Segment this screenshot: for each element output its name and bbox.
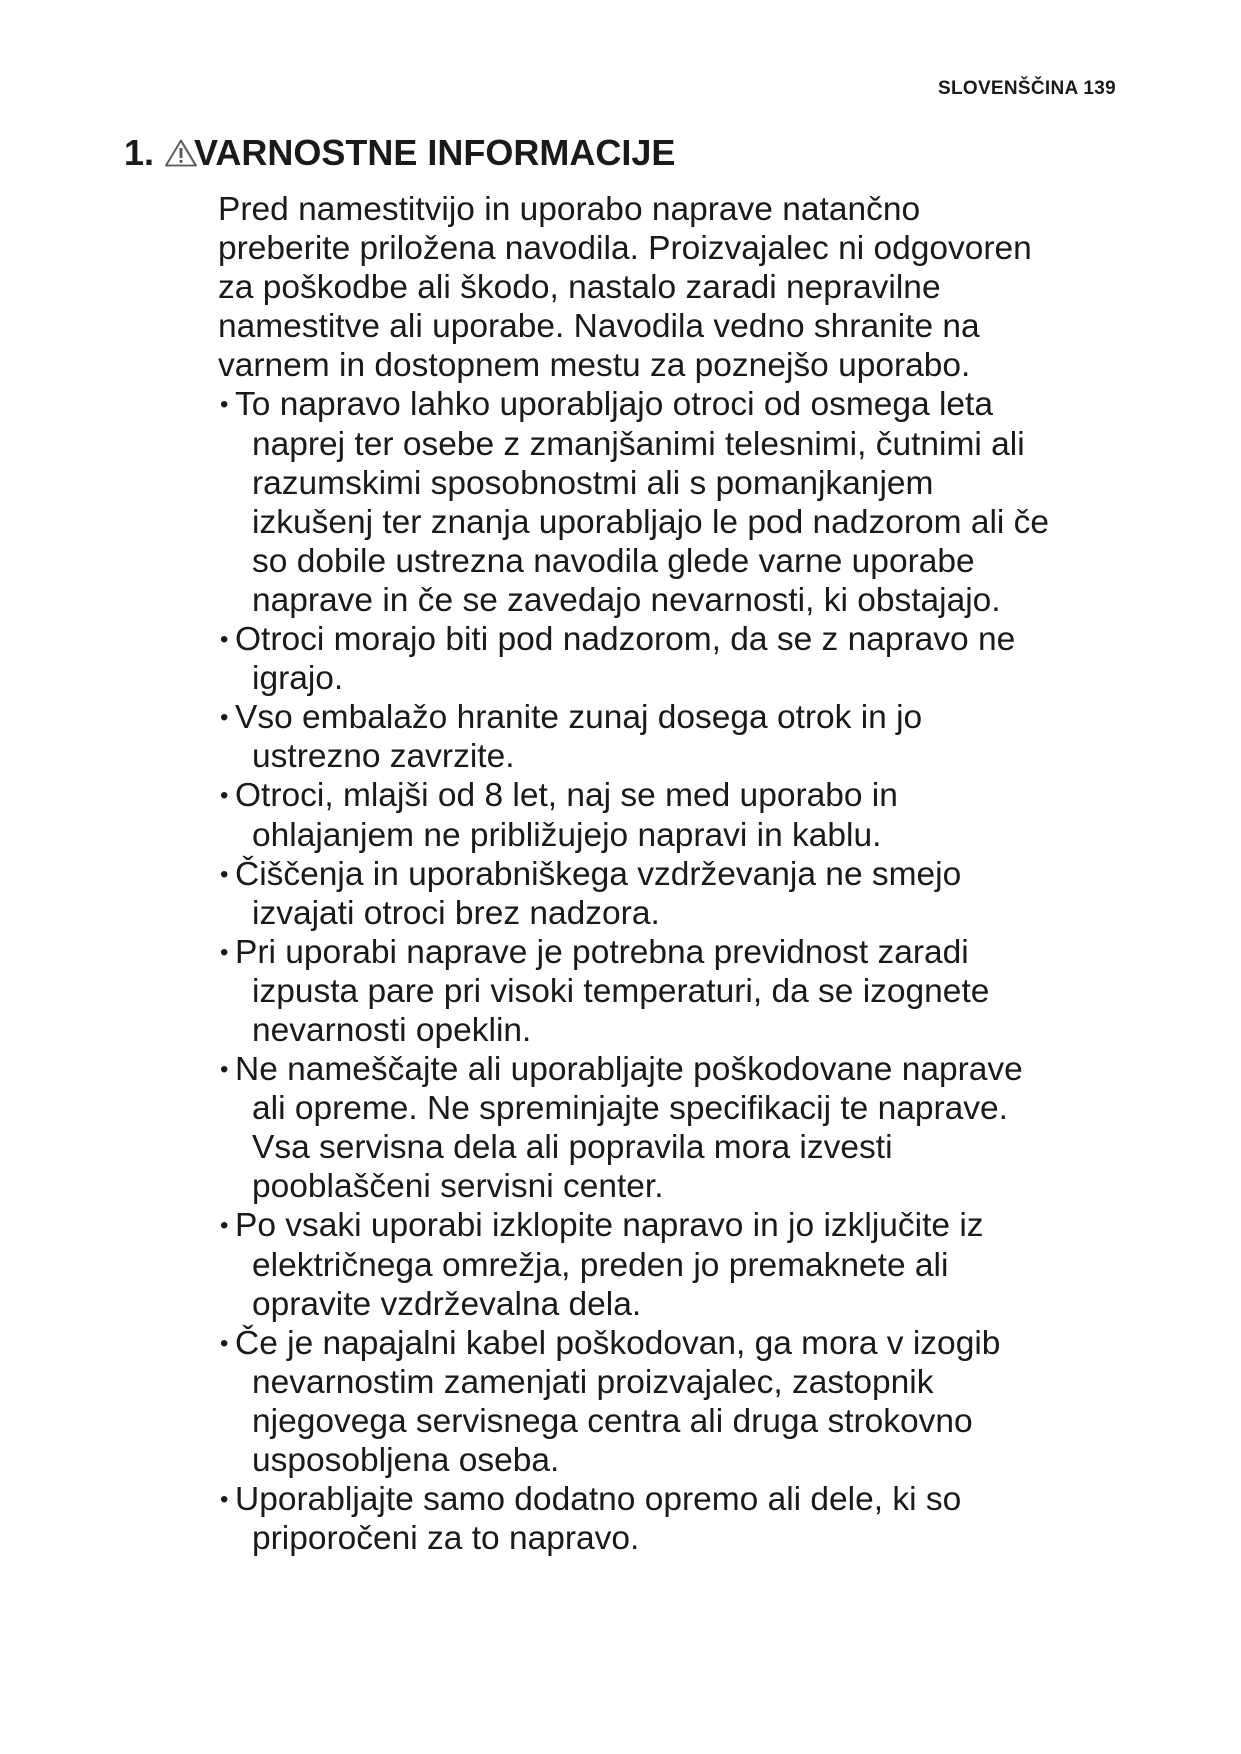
list-item-line: pooblaščeni servisni center. [252, 1168, 664, 1206]
bullet-dot-icon: • [220, 1056, 229, 1084]
page-header [938, 78, 1116, 100]
list-item [218, 1206, 1138, 1323]
intro-paragraph [218, 190, 1138, 385]
content-body [218, 190, 1138, 1558]
list-item-line: Vso embalažo hranite zunaj dosega otrok in jo [235, 699, 923, 737]
page-label: SLOVENŠČINA 139 [937, 78, 1116, 99]
intro-line: Pred namestitvijo in uporabo naprave natančno [218, 191, 921, 228]
list-item [218, 933, 1138, 1050]
section-title-text: VARNOSTNE INFORMACIJE [194, 132, 676, 173]
list-item [218, 1050, 1138, 1206]
section-title [124, 131, 675, 175]
list-item [218, 776, 1138, 854]
list-item-line: Ne nameščajte ali uporabljajte poškodovane naprave [235, 1051, 1023, 1089]
list-item-line: nevarnostim zamenjati proizvajalec, zastopnik [252, 1363, 934, 1401]
list-item [218, 620, 1138, 698]
list-item-line: ustrezno zavrzite. [252, 738, 515, 776]
list-item-line: opravite vzdrževalna dela. [252, 1285, 642, 1323]
list-item-line: Če je napajalni kabel poškodovan, ga mora v izogib [235, 1324, 1001, 1362]
list-item-line: izkušenj ter znanja uporabljajo le pod nadzorom ali če [252, 503, 1050, 541]
list-item-line: Vsa servisna dela ali popravila mora izvesti [252, 1129, 893, 1167]
list-item-line: igrajo. [252, 660, 344, 698]
intro-line: preberite priložena navodila. Proizvajalec ni odgovoren [218, 230, 1032, 268]
list-item-line: Pri uporabi naprave je potrebna previdnost zaradi [235, 933, 969, 971]
list-item [218, 1324, 1138, 1480]
warning-triangle-icon [164, 138, 198, 168]
list-item [218, 698, 1138, 776]
list-item-line: ali opreme. Ne spreminjajte specifikacij te naprave. [252, 1090, 1008, 1128]
list-item-line: To napravo lahko uporabljajo otroci od osmega leta [235, 386, 993, 424]
list-item-line: njegovega servisnega centra ali druga strokovno [252, 1402, 973, 1440]
intro-line: varnem in dostopnem mestu za poznejšo uporabo. [218, 347, 971, 385]
bullet-dot-icon: • [220, 860, 229, 888]
bullet-dot-icon: • [220, 782, 229, 810]
list-item-line: Po vsaki uporabi izklopite napravo in jo izključite iz [235, 1207, 984, 1245]
list-item-line: Uporabljajte samo dodatno opremo ali dele, ki so [235, 1481, 962, 1519]
list-item-line: električnega omrežja, preden jo premaknete ali [252, 1246, 949, 1284]
list-item-line: so dobile ustrezna navodila glede varne uporabe [252, 542, 975, 580]
list-item-line: naprave in če se zavedajo nevarnosti, ki obstajajo. [252, 581, 1001, 619]
bullet-dot-icon: • [220, 938, 229, 966]
bullet-dot-icon: • [220, 704, 229, 732]
list-item-line: izvajati otroci brez nadzora. [252, 894, 660, 932]
list-item [218, 385, 1138, 620]
list-item-line: ohlajanjem ne približujejo napravi in kablu. [252, 816, 882, 854]
list-item-line: Čiščenja in uporabniškega vzdrževanja ne smejo [235, 855, 962, 893]
list-item-line: naprej ter osebe z zmanjšanimi telesnimi, čutnimi ali [252, 425, 1025, 463]
list-item-line: usposobljena oseba. [252, 1442, 560, 1479]
intro-line: namestitve ali uporabe. Navodila vedno shranite na [218, 308, 980, 346]
section-number: 1. [124, 132, 155, 173]
bullet-dot-icon: • [220, 1329, 229, 1357]
intro-line: za poškodbe ali škodo, nastalo zaradi nepravilne [218, 269, 941, 307]
bullet-dot-icon: • [220, 391, 229, 419]
list-item [218, 1480, 1138, 1558]
bullet-dot-icon: • [220, 1212, 229, 1240]
list-item-line: nevarnosti opeklin. [252, 1011, 532, 1049]
bullet-dot-icon: • [220, 626, 229, 654]
list-item-line: izpusta pare pri visoki temperaturi, da se izognete [252, 972, 990, 1010]
list-item-line: Otroci morajo biti pod nadzorom, da se z napravo ne [235, 621, 1016, 659]
list-item-line: Otroci, mlajši od 8 let, naj se med uporabo in [235, 777, 898, 815]
bullet-dot-icon: • [220, 1486, 229, 1514]
safety-list [218, 385, 1138, 1558]
list-item-line: razumskimi sposobnostmi ali s pomanjkanjem [252, 464, 934, 502]
list-item [218, 855, 1138, 933]
list-item-line: priporočeni za to napravo. [252, 1520, 640, 1558]
